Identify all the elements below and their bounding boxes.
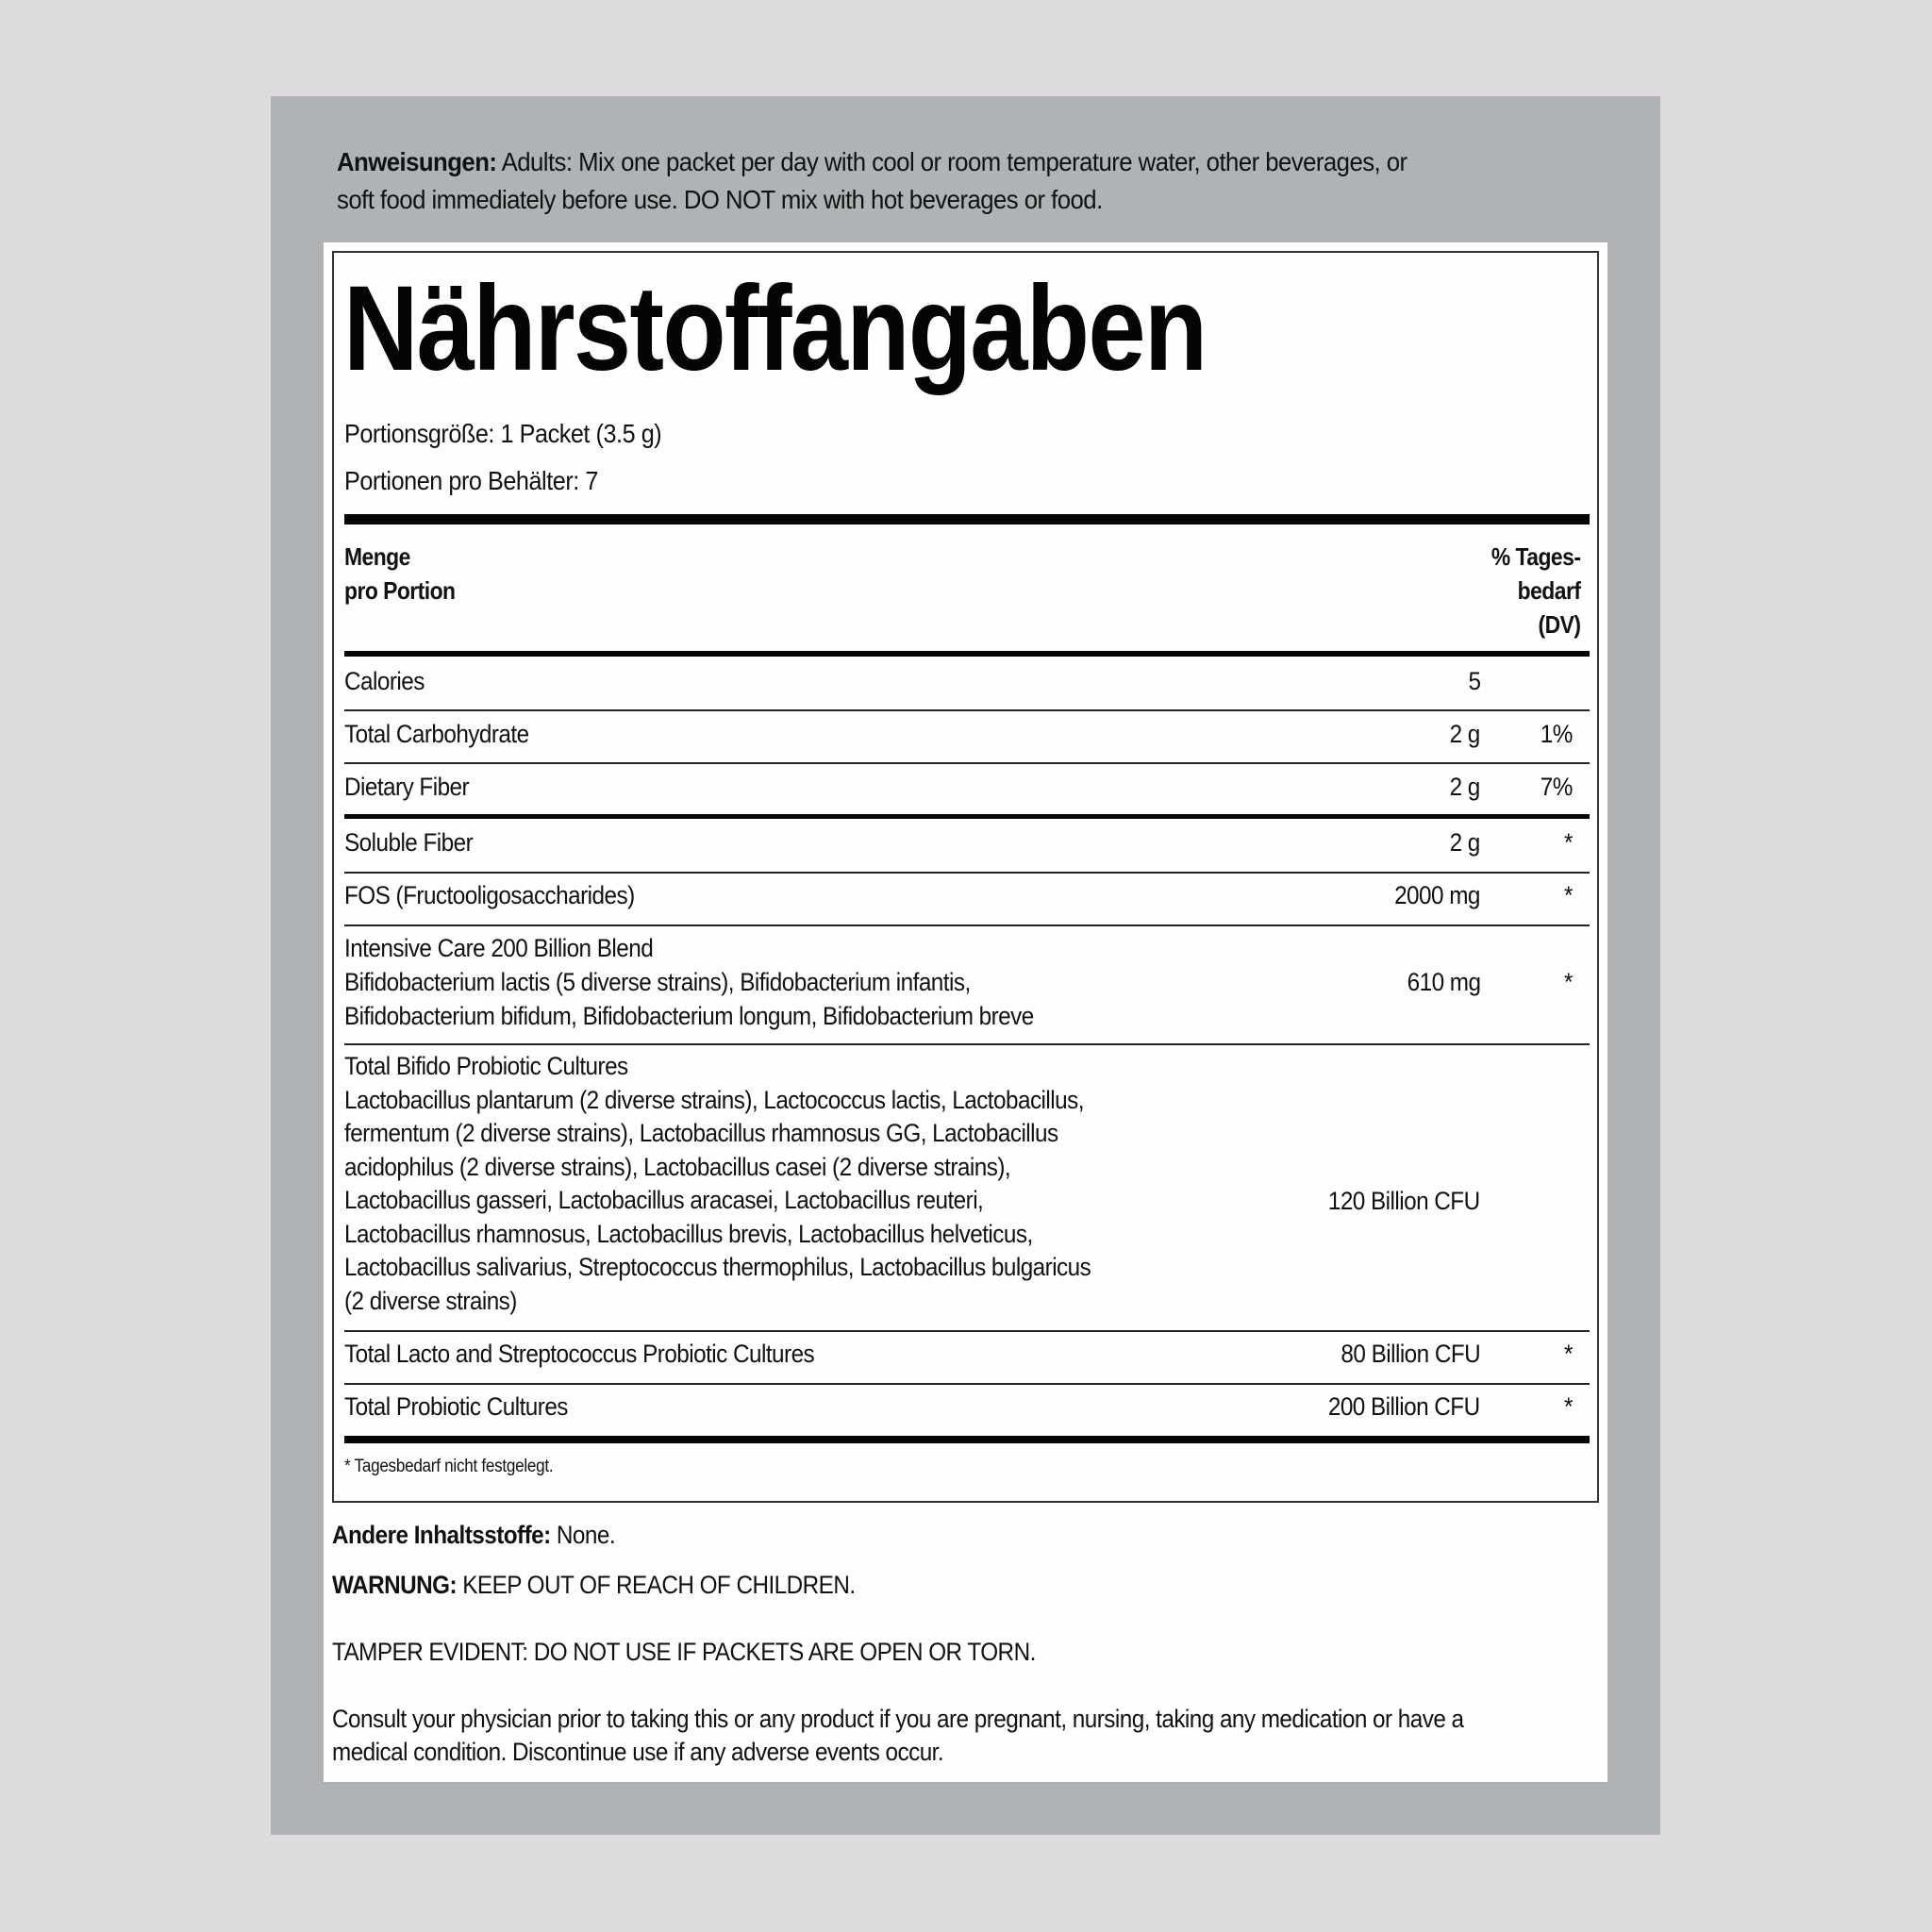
dv-footnote: * Tagesbedarf nicht festgelegt. <box>344 1457 554 1476</box>
row-divider <box>344 762 1590 764</box>
nutrient-dv: * <box>1564 968 1573 996</box>
consult-physician-notice <box>332 1703 1464 1769</box>
nutrient-label: Intensive Care 200 Billion Blend <box>344 934 654 962</box>
row-divider <box>344 924 1590 926</box>
daily-value-header <box>1491 540 1580 641</box>
bifido-ingredients-line5: Lactobacillus rhamnosus, Lactobacillus brevis, Lactobacillus helveticus, <box>344 1219 1033 1248</box>
tamper-evident-notice: TAMPER EVIDENT: DO NOT USE IF PACKETS ARE OPEN OR TORN. <box>332 1638 1036 1666</box>
blend-ingredients-line2: Bifidobacterium bifidum, Bifidobacterium longum, Bifidobacterium breve <box>344 1002 1034 1030</box>
bifido-ingredients-line6: Lactobacillus salivarius, Streptococcus thermophilus, Lactobacillus bulgaricus <box>344 1253 1091 1281</box>
servings-per-container: Portionen pro Behälter: 7 <box>344 466 598 495</box>
nutrient-label: Calories <box>344 667 425 695</box>
nutrient-dv: * <box>1564 828 1573 857</box>
row-divider <box>344 709 1590 711</box>
other-ingredients-value: None. <box>550 1521 616 1549</box>
nutrition-facts-box <box>332 251 1599 1503</box>
nutrient-dv: 7% <box>1540 773 1573 801</box>
nutrient-label: Total Carbohydrate <box>344 720 529 748</box>
nutrient-dv: * <box>1564 1340 1573 1368</box>
other-ingredients-label: Andere Inhaltsstoffe: <box>332 1521 551 1549</box>
nutrient-label: FOS (Fructooligosaccharides) <box>344 881 635 909</box>
nutrient-amount: 2000 mg <box>1394 881 1480 909</box>
nutrient-dv: 1% <box>1540 720 1573 748</box>
bifido-ingredients-line1: Lactobacillus plantarum (2 diverse strains), Lactococcus lactis, Lactobacillus, <box>344 1085 1084 1114</box>
blend-text <box>344 931 1034 1033</box>
directions-text <box>337 143 1482 219</box>
bifido-ingredients-line3: acidophilus (2 diverse strains), Lactobacillus casei (2 diverse strains), <box>344 1152 1011 1181</box>
amount-per-serving-header <box>344 540 455 608</box>
nutrient-amount: 2 g <box>1449 773 1480 801</box>
nutrient-amount: 200 Billion CFU <box>1328 1392 1480 1421</box>
nutrient-amount: 5 <box>1468 667 1480 695</box>
directions-label: Anweisungen: <box>337 147 497 176</box>
nutrient-label: Total Lacto and Streptococcus Probiotic Cultures <box>344 1340 815 1368</box>
nutrient-amount: 610 mg <box>1407 968 1480 996</box>
nutrient-amount: 120 Billion CFU <box>1328 1187 1480 1215</box>
directions-line2: soft food immediately before use. DO NOT mix with hot beverages or food. <box>337 185 1103 214</box>
header-dv-line2: bedarf <box>1517 576 1580 605</box>
bifido-ingredients-line2: fermentum (2 diverse strains), Lactobacillus rhamnosus GG, Lactobacillus <box>344 1119 1058 1147</box>
nutrient-row-intensive-care-blend <box>344 931 1590 1033</box>
consult-line2: medical condition. Discontinue use if any adverse events occur. <box>332 1738 944 1766</box>
facts-title: Nährstoffangaben <box>343 261 1207 396</box>
nutrient-dv: * <box>1564 881 1573 909</box>
header-amount-line2: pro Portion <box>344 576 456 605</box>
row-divider <box>344 1383 1590 1385</box>
bifido-ingredients-line4: Lactobacillus gasseri, Lactobacillus aracasei, Lactobacillus reuteri, <box>344 1186 984 1214</box>
warning-value: KEEP OUT OF REACH OF CHILDREN. <box>457 1571 856 1599</box>
nutrient-amount: 2 g <box>1449 828 1480 857</box>
section-divider <box>344 814 1590 819</box>
nutrient-dv: * <box>1564 1392 1573 1421</box>
row-divider <box>344 1330 1590 1332</box>
medium-divider <box>344 651 1590 657</box>
nutrient-amount: 2 g <box>1449 720 1480 748</box>
row-divider <box>344 1043 1590 1045</box>
nutrient-amount: 80 Billion CFU <box>1341 1340 1480 1368</box>
bottom-thick-divider <box>344 1436 1590 1443</box>
directions-line1: Adults: Mix one packet per day with cool or room temperature water, other beverages, or <box>496 147 1407 176</box>
header-amount-line1: Menge <box>344 542 410 571</box>
nutrient-label: Soluble Fiber <box>344 828 474 857</box>
bifido-text <box>344 1050 1091 1318</box>
blend-ingredients-line1: Bifidobacterium lactis (5 diverse strains), Bifidobacterium infantis, <box>344 968 971 996</box>
thick-divider <box>344 514 1590 525</box>
row-divider <box>344 872 1590 874</box>
nutrient-row-total-bifido <box>344 1050 1590 1322</box>
other-ingredients <box>332 1518 615 1552</box>
nutrient-label: Dietary Fiber <box>344 773 470 801</box>
serving-size: Portionsgröße: 1 Packet (3.5 g) <box>344 419 662 448</box>
consult-line1: Consult your physician prior to taking this or any product if you are pregnant, nursing, taking any medication or have a <box>332 1705 1464 1733</box>
bifido-ingredients-line7: (2 diverse strains) <box>344 1286 517 1315</box>
nutrient-label: Total Bifido Probiotic Cultures <box>344 1052 628 1080</box>
nutrient-label: Total Probiotic Cultures <box>344 1392 568 1421</box>
warning <box>332 1568 856 1602</box>
warning-label: WARNUNG: <box>332 1571 458 1599</box>
header-dv-line3: (DV) <box>1538 610 1580 639</box>
header-dv-line1: % Tages- <box>1491 542 1580 571</box>
